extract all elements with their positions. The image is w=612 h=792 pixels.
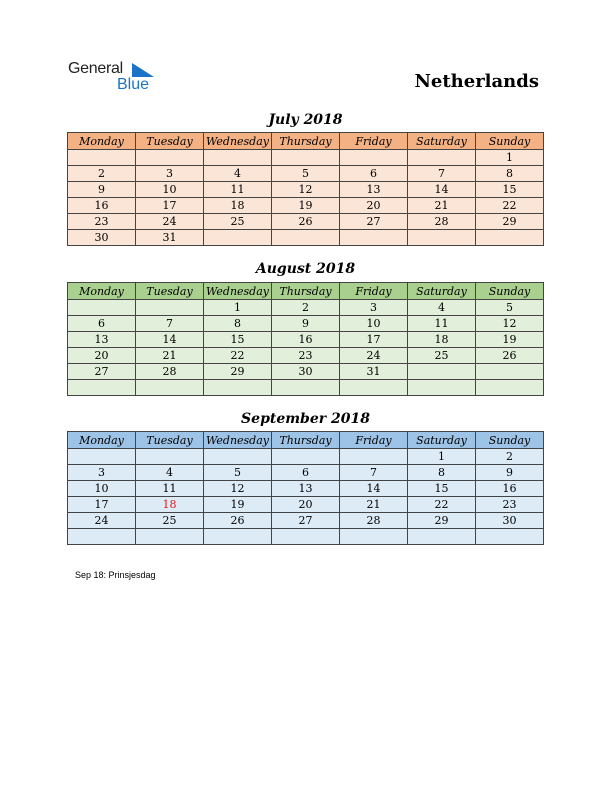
day-cell: 25: [204, 214, 272, 230]
week-row: [68, 380, 544, 396]
day-cell: [272, 449, 340, 465]
day-cell: [340, 380, 408, 396]
day-cell: 1: [408, 449, 476, 465]
day-cell: 6: [272, 465, 340, 481]
day-cell: [408, 150, 476, 166]
weekday-header-sunday: Sunday: [476, 133, 544, 150]
weekday-header-wednesday: Wednesday: [204, 432, 272, 449]
day-cell: 25: [136, 513, 204, 529]
day-cell: 19: [272, 198, 340, 214]
day-cell: 24: [340, 348, 408, 364]
day-cell: 11: [408, 316, 476, 332]
day-cell: 21: [136, 348, 204, 364]
day-cell: [68, 150, 136, 166]
day-cell: 22: [408, 497, 476, 513]
day-cell: 27: [68, 364, 136, 380]
day-cell: 13: [68, 332, 136, 348]
day-cell: 11: [136, 481, 204, 497]
day-cell: 8: [204, 316, 272, 332]
day-cell: 16: [476, 481, 544, 497]
day-cell: 6: [68, 316, 136, 332]
weekday-header-monday: Monday: [68, 133, 136, 150]
day-cell: 22: [204, 348, 272, 364]
day-cell: 16: [272, 332, 340, 348]
calendar-september: [67, 431, 544, 545]
week-row: [68, 497, 544, 513]
day-cell: 27: [272, 513, 340, 529]
weekday-header-friday: Friday: [340, 133, 408, 150]
week-row: [68, 150, 544, 166]
day-cell: 20: [340, 198, 408, 214]
day-cell: 18: [204, 198, 272, 214]
day-cell: 12: [272, 182, 340, 198]
day-cell: 15: [408, 481, 476, 497]
day-cell: [204, 529, 272, 545]
week-row: [68, 481, 544, 497]
week-row: [68, 348, 544, 364]
day-cell: [408, 230, 476, 246]
weekday-header-wednesday: Wednesday: [204, 283, 272, 300]
day-cell: 10: [136, 182, 204, 198]
day-cell: [136, 380, 204, 396]
weekday-header-monday: Monday: [68, 432, 136, 449]
day-cell: [204, 449, 272, 465]
weekday-header-tuesday: Tuesday: [136, 133, 204, 150]
month-title-august: August 2018: [255, 261, 356, 277]
day-cell: 7: [340, 465, 408, 481]
calendar-august: [67, 282, 544, 396]
weekday-header-friday: Friday: [340, 432, 408, 449]
day-cell: 10: [68, 481, 136, 497]
day-cell: [476, 364, 544, 380]
day-cell: 22: [476, 198, 544, 214]
day-cell: [68, 449, 136, 465]
logo-general-text: General: [68, 60, 123, 77]
day-cell: 16: [68, 198, 136, 214]
day-cell: 4: [136, 465, 204, 481]
weekday-header-saturday: Saturday: [408, 133, 476, 150]
day-cell: [272, 230, 340, 246]
day-cell: 13: [340, 182, 408, 198]
day-cell: [136, 300, 204, 316]
weekday-header-tuesday: Tuesday: [136, 283, 204, 300]
day-cell: 31: [340, 364, 408, 380]
week-row: [68, 449, 544, 465]
day-cell: [272, 150, 340, 166]
week-row: [68, 513, 544, 529]
day-cell: 26: [272, 214, 340, 230]
week-row: [68, 300, 544, 316]
weekday-header-thursday: Thursday: [272, 283, 340, 300]
day-cell: 2: [476, 449, 544, 465]
day-cell: 2: [272, 300, 340, 316]
weekday-header-thursday: Thursday: [272, 432, 340, 449]
day-cell: 21: [408, 198, 476, 214]
day-cell: 1: [476, 150, 544, 166]
day-cell: 4: [408, 300, 476, 316]
day-cell: 9: [68, 182, 136, 198]
day-cell: 29: [204, 364, 272, 380]
day-cell: 5: [476, 300, 544, 316]
day-cell: 5: [272, 166, 340, 182]
day-cell: [476, 529, 544, 545]
day-cell: 9: [272, 316, 340, 332]
day-cell: 8: [476, 166, 544, 182]
day-cell: 30: [272, 364, 340, 380]
day-cell: 4: [204, 166, 272, 182]
day-cell: 8: [408, 465, 476, 481]
day-cell: 10: [340, 316, 408, 332]
day-cell: 3: [340, 300, 408, 316]
day-cell: 3: [68, 465, 136, 481]
day-cell: [408, 380, 476, 396]
day-cell: 15: [476, 182, 544, 198]
weekday-header-thursday: Thursday: [272, 133, 340, 150]
day-cell: 26: [476, 348, 544, 364]
day-cell: [68, 300, 136, 316]
day-cell: [340, 150, 408, 166]
weekday-header-wednesday: Wednesday: [204, 133, 272, 150]
day-cell: 23: [68, 214, 136, 230]
day-cell: 31: [136, 230, 204, 246]
weekday-header-row: [68, 133, 544, 150]
month-title-september: September 2018: [241, 411, 370, 427]
day-cell: 29: [476, 214, 544, 230]
day-cell: 17: [136, 198, 204, 214]
logo-triangle-icon: [132, 63, 154, 77]
week-row: [68, 214, 544, 230]
day-cell: 20: [272, 497, 340, 513]
day-cell: [136, 449, 204, 465]
day-cell: 15: [204, 332, 272, 348]
day-cell: 20: [68, 348, 136, 364]
day-cell: 2: [68, 166, 136, 182]
day-cell: [68, 529, 136, 545]
day-cell: [204, 380, 272, 396]
month-title-july: July 2018: [268, 112, 343, 128]
day-cell: [408, 364, 476, 380]
week-row: [68, 316, 544, 332]
week-row: [68, 465, 544, 481]
weekday-header-saturday: Saturday: [408, 432, 476, 449]
day-cell: 1: [204, 300, 272, 316]
day-cell: 13: [272, 481, 340, 497]
day-cell: 26: [204, 513, 272, 529]
week-row: [68, 166, 544, 182]
day-cell: 14: [136, 332, 204, 348]
day-cell: [476, 230, 544, 246]
week-row: [68, 230, 544, 246]
weekday-header-friday: Friday: [340, 283, 408, 300]
day-cell: 30: [476, 513, 544, 529]
day-cell: [476, 380, 544, 396]
day-cell: [272, 380, 340, 396]
weekday-header-monday: Monday: [68, 283, 136, 300]
day-cell: 12: [204, 481, 272, 497]
day-cell: [136, 150, 204, 166]
day-cell: 19: [204, 497, 272, 513]
day-cell: 7: [408, 166, 476, 182]
day-cell: 17: [68, 497, 136, 513]
week-row: [68, 182, 544, 198]
day-cell: 21: [340, 497, 408, 513]
day-cell: 24: [68, 513, 136, 529]
day-cell: 28: [136, 364, 204, 380]
day-cell: 9: [476, 465, 544, 481]
day-cell: 14: [408, 182, 476, 198]
day-cell: [204, 230, 272, 246]
day-cell: [204, 150, 272, 166]
week-row: [68, 198, 544, 214]
logo: [68, 60, 168, 96]
day-cell: 27: [340, 214, 408, 230]
day-cell: [340, 449, 408, 465]
day-cell: [340, 230, 408, 246]
day-cell: 7: [136, 316, 204, 332]
week-row: [68, 332, 544, 348]
day-cell: 12: [476, 316, 544, 332]
day-cell: 29: [408, 513, 476, 529]
day-cell: 17: [340, 332, 408, 348]
weekday-header-row: [68, 432, 544, 449]
week-row: [68, 364, 544, 380]
day-cell: 6: [340, 166, 408, 182]
weekday-header-sunday: Sunday: [476, 283, 544, 300]
day-cell: [68, 380, 136, 396]
day-cell: [340, 529, 408, 545]
day-cell: 14: [340, 481, 408, 497]
weekday-header-sunday: Sunday: [476, 432, 544, 449]
country-title: Netherlands: [414, 71, 539, 92]
holiday-note: Sep 18: Prinsjesdag: [75, 570, 156, 580]
logo-blue-text: Blue: [117, 76, 150, 93]
day-cell: 3: [136, 166, 204, 182]
day-cell: 25: [408, 348, 476, 364]
day-cell: 5: [204, 465, 272, 481]
weekday-header-tuesday: Tuesday: [136, 432, 204, 449]
day-cell: 28: [340, 513, 408, 529]
day-cell: 18: [408, 332, 476, 348]
calendar-july: [67, 132, 544, 246]
day-cell: 24: [136, 214, 204, 230]
weekday-header-row: [68, 283, 544, 300]
day-cell: [408, 529, 476, 545]
day-cell: 23: [272, 348, 340, 364]
day-cell: 11: [204, 182, 272, 198]
day-cell: 30: [68, 230, 136, 246]
day-cell: 23: [476, 497, 544, 513]
week-row: [68, 529, 544, 545]
day-cell: [136, 529, 204, 545]
day-cell: 19: [476, 332, 544, 348]
day-cell: [272, 529, 340, 545]
holiday-day-cell: 18: [136, 497, 204, 513]
weekday-header-saturday: Saturday: [408, 283, 476, 300]
day-cell: 28: [408, 214, 476, 230]
